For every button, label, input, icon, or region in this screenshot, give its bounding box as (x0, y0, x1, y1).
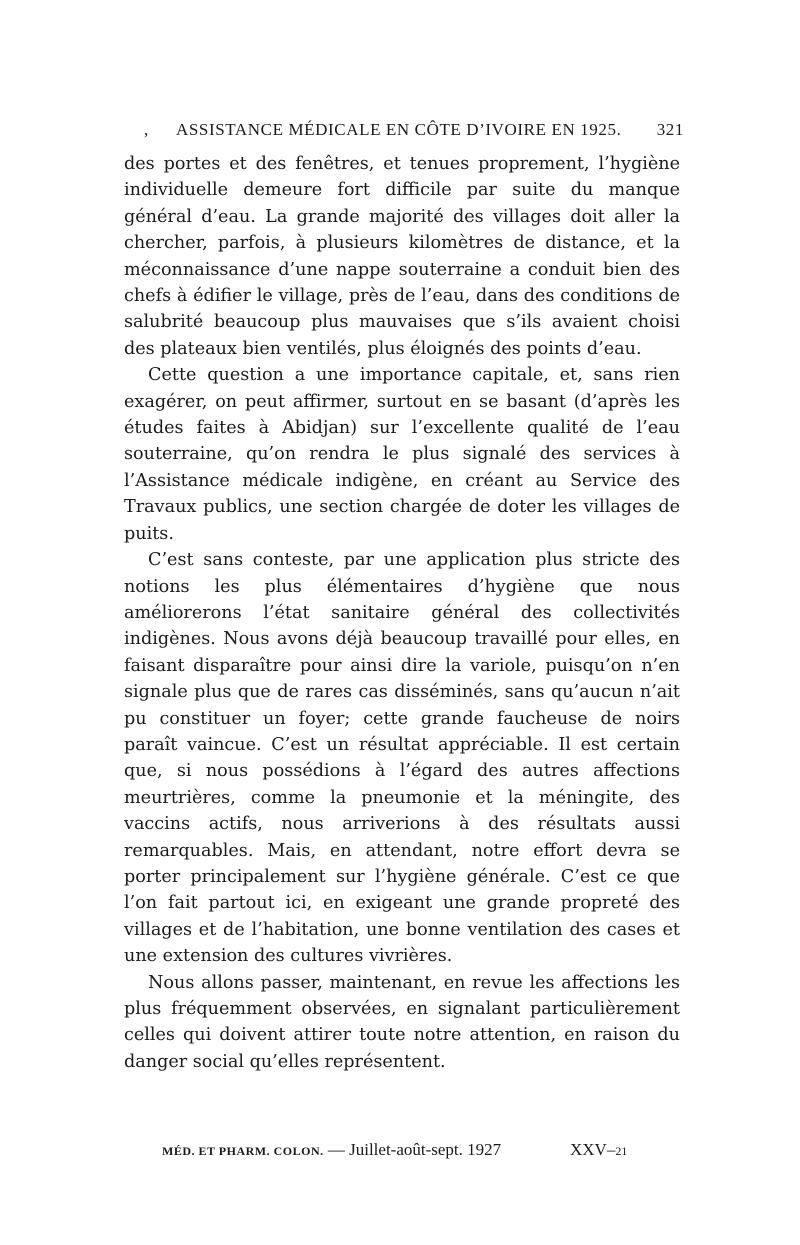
paragraph-hygiene-notions: C’est sans conteste, par une application plus stricte des notions les plus élémentaires d’hygiène que nous améliorerons l’état sanitaire général des collectivités indigènes. Nous avons déjà beaucoup travaillé pour elles, en faisant disparaître pour ainsi dire la variole, puisqu’on n’en signale plus que de rares cas disséminés, sans qu’aucun n’ait pu constituer un foyer; cette grande faucheuse de noirs paraît vaincue. C’est un résultat appréciable. Il est certain que, si nous possédions à l’égard des autres affections meurtrières, comme la pneumonie et la méningite, des vaccins actifs, nous arriverions à des résultats aussi remarquables. Mais, en attendant, notre effort devra se porter principalement sur l’hygiène générale. C’est ce que l’on fait partout ici, en exigeant une grande propreté des villages et de l’habitation, une bonne ventilation des cases et une extension des cultures vivrières. (124, 550, 680, 967)
body-text (124, 151, 680, 1075)
running-title: ASSISTANCE MÉDICALE EN CÔTE D’IVOIRE EN 1925. (176, 120, 622, 139)
paragraph-review-intro: Nous allons passer, maintenant, en revue les affections les plus fréquemment observées, en signalant particulièrement celles qui doivent attirer toute notre attention, en raison du danger social qu’elles représentent. (124, 972, 680, 1072)
header-mark: , (144, 120, 149, 139)
running-head (118, 120, 684, 144)
printer-signature (570, 1140, 627, 1160)
citation-dash: — (323, 1140, 350, 1159)
page-footer (162, 1140, 662, 1164)
issue-date: Juillet-août-sept. 1927 (349, 1140, 502, 1159)
signature-separator: – (606, 1140, 616, 1159)
journal-citation (162, 1140, 501, 1160)
journal-abbreviation: MÉD. ET PHARM. COLON. (162, 1144, 324, 1158)
page-number: 321 (656, 120, 684, 139)
paragraph-continued: des portes et des fenêtres, et tenues proprement, l’hygiène individuelle demeure fort difficile par suite du manque général d’eau. La grande majorité des villages doit aller la chercher, parfois, à plusieurs kilomètres de distance, et la méconnaissance d’une nappe souterraine a conduit bien des chefs à édifier le village, près de l’eau, dans des conditions de salubrité beaucoup plus mauvaises que s’ils avaient choisi des plateaux bien ventilés, plus éloignés des points d’eau. (124, 154, 680, 359)
signature-roman: XXV (570, 1140, 607, 1159)
paragraph-water-question: Cette question a une importance capitale, et, sans rien exagérer, on peut affirmer, surtout en se basant (d’après les études faites à Abidjan) sur l’excellente qualité de l’eau souterraine, qu’on rendra le plus signalé des services à l’Assistance médicale indigène, en créant au Service des Travaux publics, une section chargée de doter les villages de puits. (124, 365, 680, 544)
signature-number: 21 (615, 1144, 628, 1158)
